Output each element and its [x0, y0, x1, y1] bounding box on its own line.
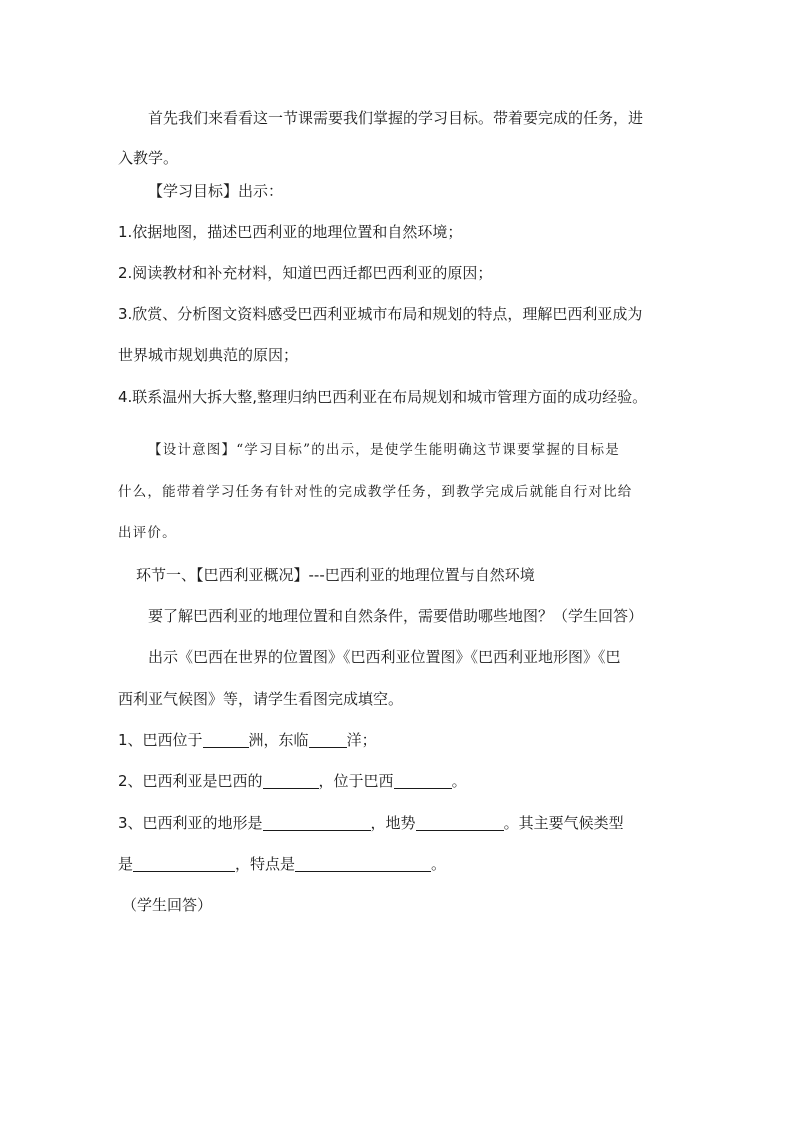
answer-blank[interactable] — [263, 814, 371, 831]
objective-item-3-line-1: 3.欣赏、分析图文资料感受巴西利亚城市布局和规划的特点，理解巴西利亚成为 — [118, 305, 643, 323]
fill-blank-text: 洋； — [346, 731, 377, 749]
design-intent-line-3: 出评价。 — [118, 525, 177, 541]
answer-blank[interactable] — [263, 772, 319, 789]
fill-blank-question-2 — [118, 771, 718, 791]
design-intent-line-1: 【设计意图】“学习目标”的出示，是使学生能明确这节课要掌握的目标是 — [148, 442, 620, 458]
answer-blank[interactable] — [295, 855, 431, 872]
intro-line-1: 首先我们来看看这一节课需要我们掌握的学习目标。带着要完成的任务，进 — [148, 109, 644, 127]
fill-blank-question-3 — [118, 813, 718, 833]
intro-line-2: 入教学。 — [118, 149, 179, 167]
design-intent-line-2: 什么，能带着学习任务有针对性的完成教学任务，到教学完成后就能自行对比给 — [118, 484, 633, 500]
fill-blank-question-1 — [118, 730, 718, 750]
student-answer-note: （学生回答） — [122, 896, 213, 914]
fill-blank-text: 是 — [118, 855, 134, 873]
fill-blank-text: 1、巴西位于 — [118, 731, 203, 749]
answer-blank[interactable] — [394, 772, 452, 789]
answer-blank[interactable] — [133, 855, 235, 872]
fill-blank-text: ，位于巴西 — [318, 772, 394, 790]
objective-item-2: 2.阅读教材和补充材料，知道巴西迁都巴西利亚的原因； — [118, 264, 493, 282]
objectives-heading: 【学习目标】出示： — [148, 182, 284, 200]
section1-maps-line-2: 西利亚气候图》等，请学生看图完成填空。 — [118, 690, 404, 708]
fill-blank-text: 3、巴西利亚的地形是 — [118, 814, 263, 832]
objective-item-3-line-2: 世界城市规划典范的原因； — [118, 346, 299, 364]
fill-blank-text: 。 — [451, 772, 467, 790]
fill-blank-text: 2、巴西利亚是巴西的 — [118, 772, 263, 790]
answer-blank[interactable] — [416, 814, 504, 831]
section1-heading: 环节一、【巴西利亚概况】---巴西利亚的地理位置与自然环境 — [136, 566, 535, 584]
fill-blank-text: ，特点是 — [235, 855, 296, 873]
section1-maps-line-1: 出示《巴西在世界的位置图》《巴西利亚位置图》《巴西利亚地形图》《巴 — [148, 648, 621, 666]
answer-blank[interactable] — [203, 731, 249, 748]
fill-blank-question-3-continued — [118, 854, 718, 874]
objective-item-4: 4.联系温州大拆大整,整理归纳巴西利亚在布局规划和城市管理方面的成功经验。 — [118, 388, 648, 406]
fill-blank-text: ，地势 — [370, 814, 416, 832]
answer-blank[interactable] — [309, 731, 347, 748]
fill-blank-text: 。其主要气候类型 — [503, 814, 624, 832]
fill-blank-text: 。 — [431, 855, 447, 873]
fill-blank-text: 洲，东临 — [248, 731, 309, 749]
section1-question: 要了解巴西利亚的地理位置和自然条件，需要借助哪些地图？（学生回答） — [148, 607, 644, 625]
objective-item-1: 1.依据地图，描述巴西利亚的地理位置和自然环境； — [118, 223, 463, 241]
